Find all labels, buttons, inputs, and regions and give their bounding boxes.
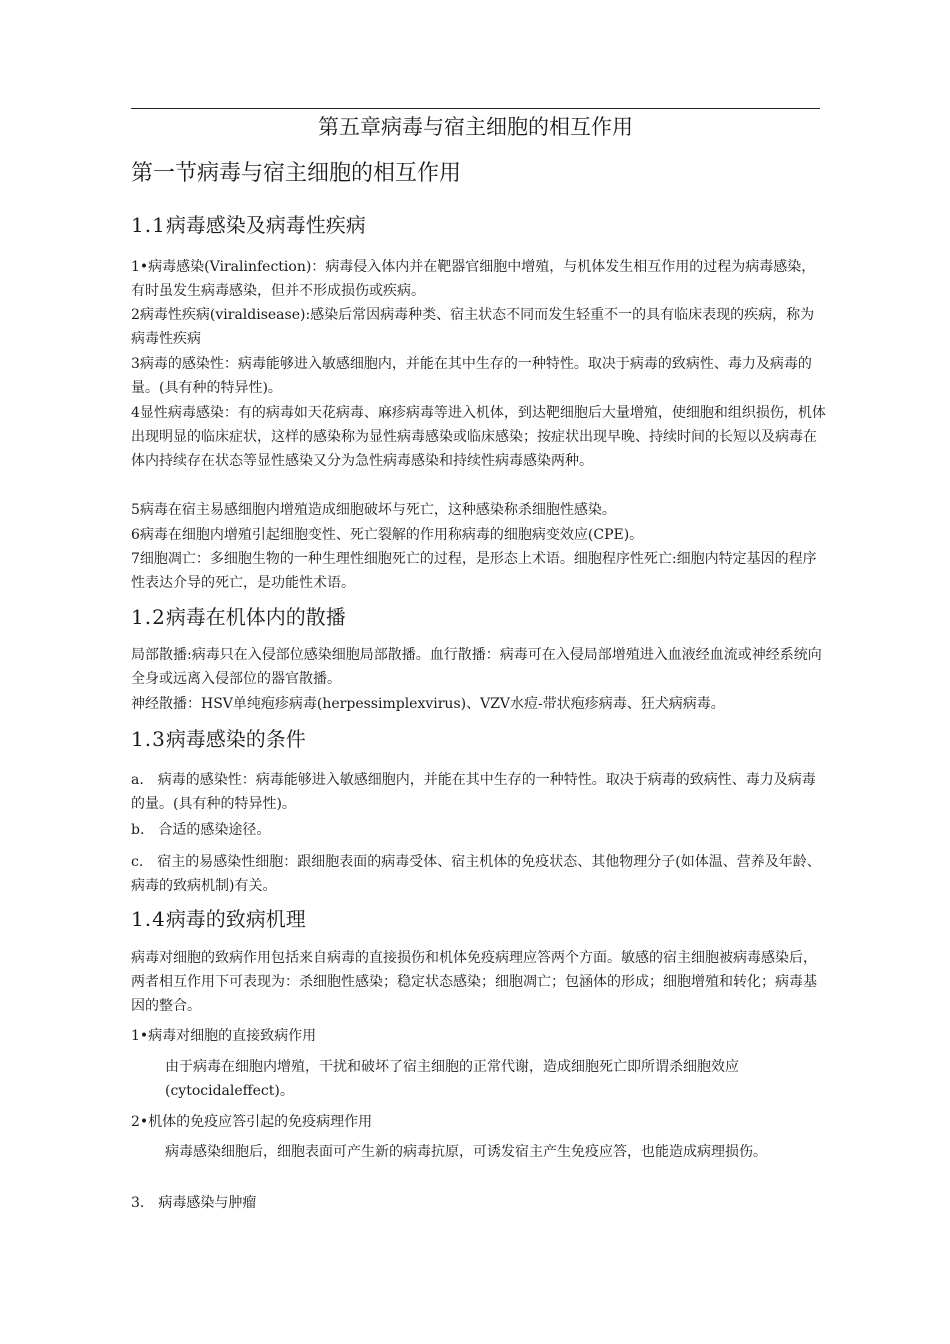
paragraph-neural-spread: 神经散播：HSV单纯疱疹病毒(herpessimplexvirus)、VZV水痘-带状疱疹病毒、狂犬病病毒。	[131, 696, 725, 712]
paragraph-cpe: 6病毒在细胞内增殖引起细胞变性、死亡裂解的作用称病毒的细胞病变效应(CPE)。	[131, 527, 644, 543]
subsection-title: 病毒感染的条件	[165, 727, 306, 751]
subsection-number: 1.2	[131, 605, 166, 629]
paragraph-viral-disease: 2病毒性疾病(viraldisease):感染后常因病毒种类、宿主状态不同而发生轻重不一的具有临床表现的疾病，称为病毒性疾病	[131, 307, 815, 347]
subsection-number: 1.1	[131, 213, 166, 237]
subsection-title: 病毒的致病机理	[165, 907, 306, 931]
list-item-a: a. 病毒的感染性：病毒能够进入敏感细胞内，并能在其中生存的一种特性。取决于病毒的致病性、毒力及病毒的量。(具有种的特异性)。	[131, 772, 816, 812]
paragraph-infectivity: 3病毒的感染性：病毒能够进入敏感细胞内，并能在其中生存的一种特性。取决于病毒的致病性、毒力及病毒的量。(具有种的特异性)。	[131, 356, 812, 396]
subsection-title: 病毒感染及病毒性疾病	[165, 213, 366, 237]
subsection-title: 病毒在机体内的散播	[165, 605, 346, 629]
list-item-b: b. 合适的感染途径。	[131, 822, 271, 838]
paragraph-local-spread: 局部散播:病毒只在入侵部位感染细胞局部散播。血行散播：病毒可在入侵局部增殖进入血液经血流或神经系统向全身或远离入侵部位的器官散播。	[131, 647, 822, 687]
paragraph-direct-pathogenic: 由于病毒在细胞内增殖，干扰和破坏了宿主细胞的正常代谢，造成细胞死亡即所谓杀细胞效应(cytocidaleffect)。	[165, 1059, 739, 1099]
paragraph-immune-pathology: 病毒感染细胞后，细胞表面可产生新的病毒抗原，可诱发宿主产生免疫应答，也能造成病理损伤。	[165, 1144, 767, 1160]
paragraph-apparent-infection: 4显性病毒感染：有的病毒如天花病毒、麻疹病毒等进入机体，到达靶细胞后大量增殖，使细胞和组织损伤，机体出现明显的临床症状，这样的感染称为显性病毒感染或临床感染；按症状出现早晚、持续时间的长短以及病毒在体内持续存在状态等显性感染又分为急性病毒感染和持续性病毒感染两种。	[131, 405, 826, 469]
subsection-heading-1-3	[131, 726, 306, 752]
subsection-heading-1-2	[131, 604, 346, 630]
subsection-heading-1-4	[131, 906, 306, 932]
paragraph-pathogenesis-intro: 病毒对细胞的致病作用包括来自病毒的直接损伤和机体免疫病理应答两个方面。敏感的宿主细胞被病毒感染后，两者相互作用下可表现为：杀细胞性感染；稳定状态感染；细胞凋亡；包涵体的形成；细胞增殖和转化；病毒基因的整合。	[131, 950, 817, 1014]
subsection-number: 1.4	[131, 907, 166, 931]
list-item-c: c. 宿主的易感染性细胞：跟细胞表面的病毒受体、宿主机体的免疫状态、其他物理分子(如体温、营养及年龄、病毒的致病机制)有关。	[131, 854, 821, 894]
heading-direct-pathogenic: 1•病毒对细胞的直接致病作用	[131, 1028, 317, 1044]
subsection-heading-1-1	[131, 212, 366, 238]
paragraph-cytocidal-infection: 5病毒在宿主易感细胞内增殖造成细胞破坏与死亡，这种感染称杀细胞性感染。	[131, 502, 616, 518]
heading-immune-pathology: 2•机体的免疫应答引起的免疫病理作用	[131, 1114, 373, 1130]
header-rule	[131, 108, 820, 109]
chapter-title: 第五章病毒与宿主细胞的相互作用	[318, 115, 633, 139]
heading-virus-tumor: 3. 病毒感染与肿瘤	[131, 1195, 257, 1211]
section-title: 第一节病毒与宿主细胞的相互作用	[131, 161, 462, 186]
paragraph-viral-infection: 1•病毒感染(Viralinfection)：病毒侵入体内并在靶器官细胞中增殖，与机体发生相互作用的过程为病毒感染，有时虽发生病毒感染，但并不形成损伤或疾病。	[131, 259, 816, 299]
subsection-number: 1.3	[131, 727, 166, 751]
paragraph-apoptosis: 7细胞凋亡：多细胞生物的一种生理性细胞死亡的过程，是形态上术语。细胞程序性死亡:细胞内特定基因的程序性表达介导的死亡，是功能性术语。	[131, 551, 817, 591]
